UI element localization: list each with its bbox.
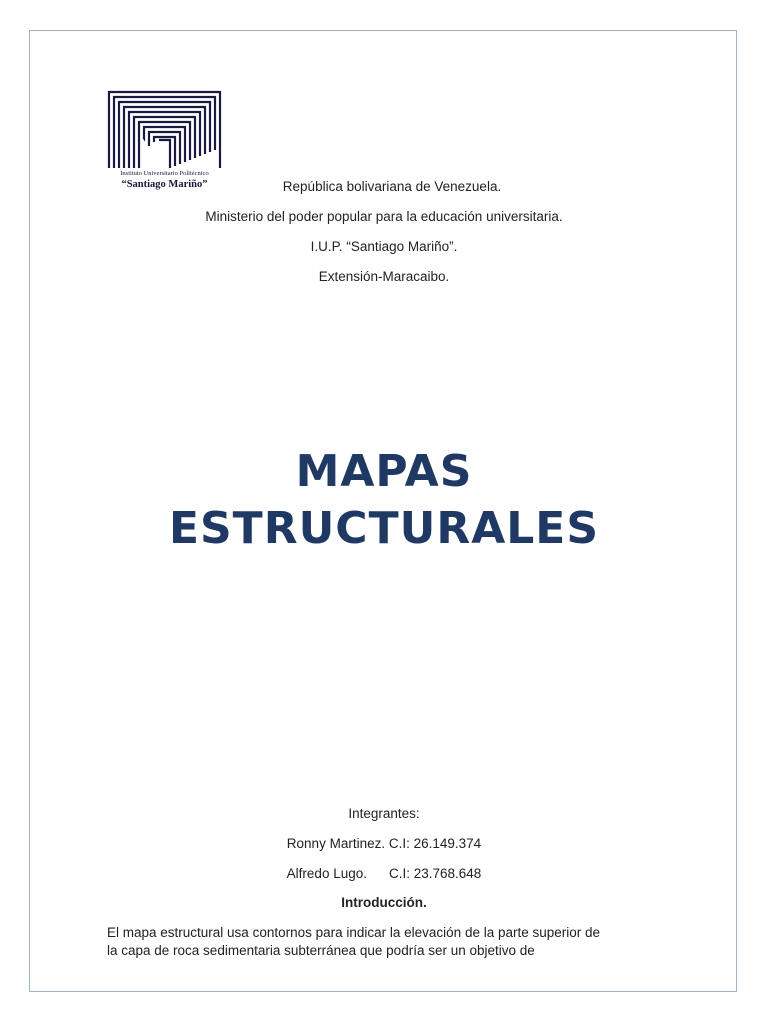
member-1 — [0, 836, 768, 852]
member-2-ci: C.I: 23.768.648 — [388, 866, 482, 881]
document-title-line2: ESTRUCTURALES — [168, 503, 600, 554]
logo-maze-emblem-icon — [107, 90, 222, 170]
intro-heading: Introducción. — [341, 895, 427, 910]
member-2-name: Alfredo Lugo. — [286, 866, 367, 881]
members-heading: Integrantes: — [348, 806, 420, 821]
header-ministry: Ministerio del poder popular para la educación universitaria. — [205, 209, 563, 224]
institution-logo — [107, 90, 222, 192]
intro-line-2: la capa de roca sedimentaria subterránea que podría ser un objetivo de — [107, 943, 535, 958]
member-1-ci: C.I: 26.149.374 — [388, 836, 482, 851]
intro-line-1: El mapa estructural usa contornos para indicar la elevación de la parte superior de — [107, 925, 601, 940]
logo-institute-text: Instituto Universitario Politécnico — [120, 170, 209, 177]
header-extension: Extensión-Maracaibo. — [318, 269, 450, 284]
document-title-line1: MAPAS — [295, 446, 473, 497]
logo-name-text: “Santiago Mariño” — [121, 179, 208, 190]
header-republic: República bolivariana de Venezuela. — [282, 179, 502, 194]
header-institute: I.U.P. “Santiago Mariño”. — [310, 239, 458, 254]
member-1-name: Ronny Martinez. — [286, 836, 386, 851]
intro-paragraph — [107, 924, 667, 960]
member-2 — [0, 866, 768, 882]
